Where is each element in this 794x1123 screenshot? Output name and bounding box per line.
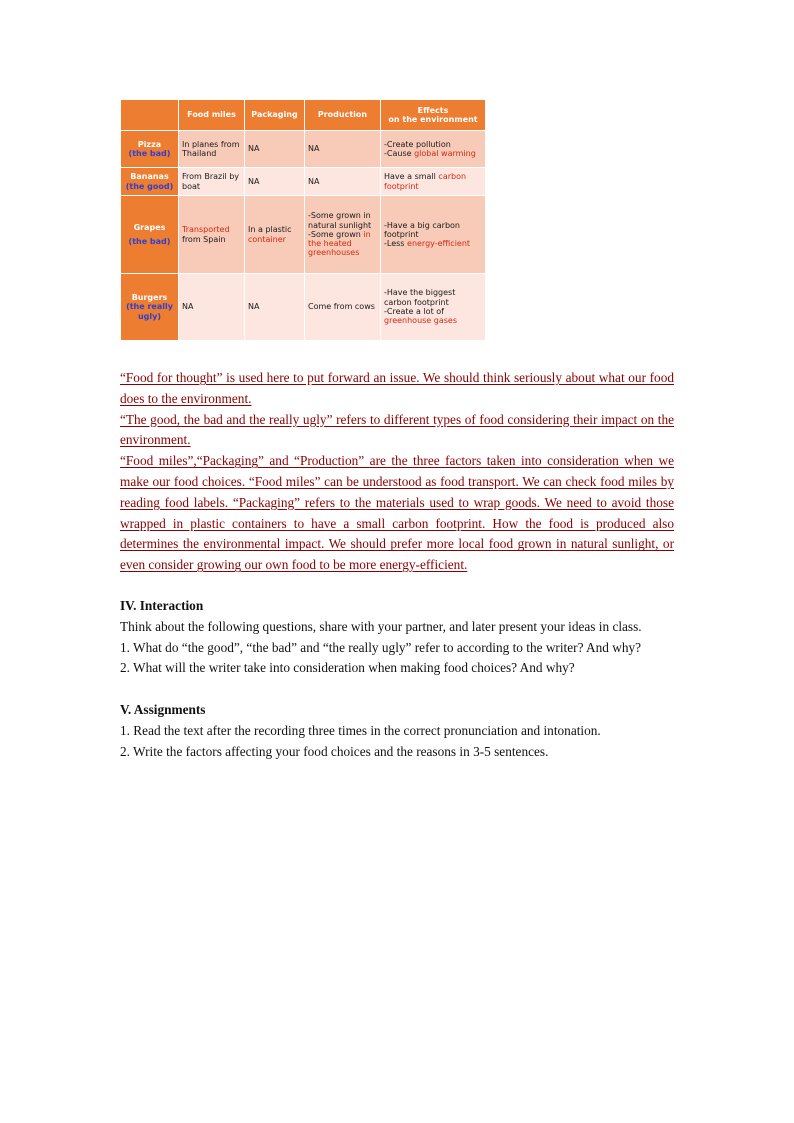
table-row bbox=[121, 131, 486, 168]
header-production: Production bbox=[305, 100, 381, 131]
effects-line: -Cause global warming bbox=[384, 149, 476, 158]
effects-line: -Create a lot of bbox=[384, 307, 444, 316]
cell-packaging: NA bbox=[245, 168, 305, 196]
header-food-miles: Food miles bbox=[179, 100, 245, 131]
cell-effects: Have a small carbon footprint bbox=[381, 168, 486, 196]
section-heading: IV. Interaction bbox=[120, 598, 204, 613]
cell-food-miles: Transported from Spain bbox=[179, 196, 245, 274]
effects-line: -Have the biggest carbon footprint bbox=[384, 288, 456, 307]
production-line: -Some grown in natural sunlight bbox=[308, 211, 372, 230]
header-empty bbox=[121, 100, 179, 131]
effects-line: -Create pollution bbox=[384, 139, 451, 149]
cell-production: NA bbox=[305, 131, 381, 168]
interaction-section bbox=[120, 596, 674, 679]
food-tag: (the bad) bbox=[128, 236, 171, 246]
row-label-grapes bbox=[121, 196, 179, 274]
annotation-notes bbox=[120, 368, 674, 576]
cell-production bbox=[305, 196, 381, 274]
food-comparison-table bbox=[120, 99, 486, 341]
cell-packaging: NA bbox=[245, 274, 305, 341]
note-paragraph: “Food for thought” is used here to put forward an issue. We should think seriously about what our food does to the environment. bbox=[120, 370, 674, 406]
cell-effects bbox=[381, 131, 486, 168]
food-name: Burgers bbox=[131, 293, 168, 303]
food-name: Pizza bbox=[137, 139, 162, 149]
row-label-pizza bbox=[121, 131, 179, 168]
effects-line: greenhouse gases bbox=[384, 316, 458, 326]
question-line: 2. What will the writer take into consideration when making food choices? And why? bbox=[120, 660, 575, 676]
assignment-line: 1. Read the text after the recording three times in the correct pronunciation and intonation. bbox=[120, 722, 601, 738]
header-packaging: Packaging bbox=[245, 100, 305, 131]
cell-food-miles: NA bbox=[179, 274, 245, 341]
cell-food-miles: From Brazil by boat bbox=[179, 168, 245, 196]
instruction-line: Think about the following questions, share with your partner, and later present your ideas in class. bbox=[120, 618, 642, 634]
cell-packaging: In a plastic container bbox=[245, 196, 305, 274]
food-tag: (the bad) bbox=[128, 149, 171, 158]
row-label-bananas bbox=[121, 168, 179, 196]
row-label-burgers bbox=[121, 274, 179, 341]
assignments-section bbox=[120, 700, 674, 762]
note-paragraph: “Food miles”,“Packaging” and “Production” are the three factors taken into consideration when we make our food choices. “Food miles” can be understood as food transport. We can check food miles by reading food labels. “Packaging” refers to the materials used to wrap goods. We need to avoid those wrapped in plastic containers to have a small carbon footprint. How the food is produced also determines the environmental impact. We should prefer more local food grown in natural sunlight, or even consider growing our own food to be more energy-efficient. bbox=[120, 453, 674, 573]
effects-line: -Have a big carbon footprint bbox=[384, 220, 461, 239]
food-name: Bananas bbox=[130, 172, 169, 182]
food-tag: (the good) bbox=[125, 181, 174, 191]
table-header-row bbox=[121, 100, 486, 131]
section-heading: V. Assignments bbox=[120, 702, 206, 717]
cell-packaging: NA bbox=[245, 131, 305, 168]
production-line: -Some grown in the heated greenhouses bbox=[308, 229, 371, 258]
table-row bbox=[121, 168, 486, 196]
assignment-line: 2. Write the factors affecting your food choices and the reasons in 3-5 sentences. bbox=[120, 743, 549, 759]
header-effects: Effects on the environment bbox=[381, 100, 486, 131]
effects-line: -Less energy-efficient bbox=[384, 239, 471, 249]
table-row bbox=[121, 274, 486, 341]
note-paragraph: “The good, the bad and the really ugly” refers to different types of food considering their impact on the environment. bbox=[120, 411, 674, 448]
cell-effects bbox=[381, 274, 486, 341]
cell-production: NA bbox=[305, 168, 381, 196]
cell-production: Come from cows bbox=[305, 274, 381, 341]
cell-effects bbox=[381, 196, 486, 274]
question-line: 1. What do “the good”, “the bad” and “the really ugly” refer to according to the writer? And why? bbox=[120, 639, 642, 655]
food-name: Grapes bbox=[133, 223, 166, 233]
cell-food-miles: In planes from Thailand bbox=[179, 131, 245, 168]
food-tag: (the really ugly) bbox=[126, 302, 173, 321]
table-row bbox=[121, 196, 486, 274]
